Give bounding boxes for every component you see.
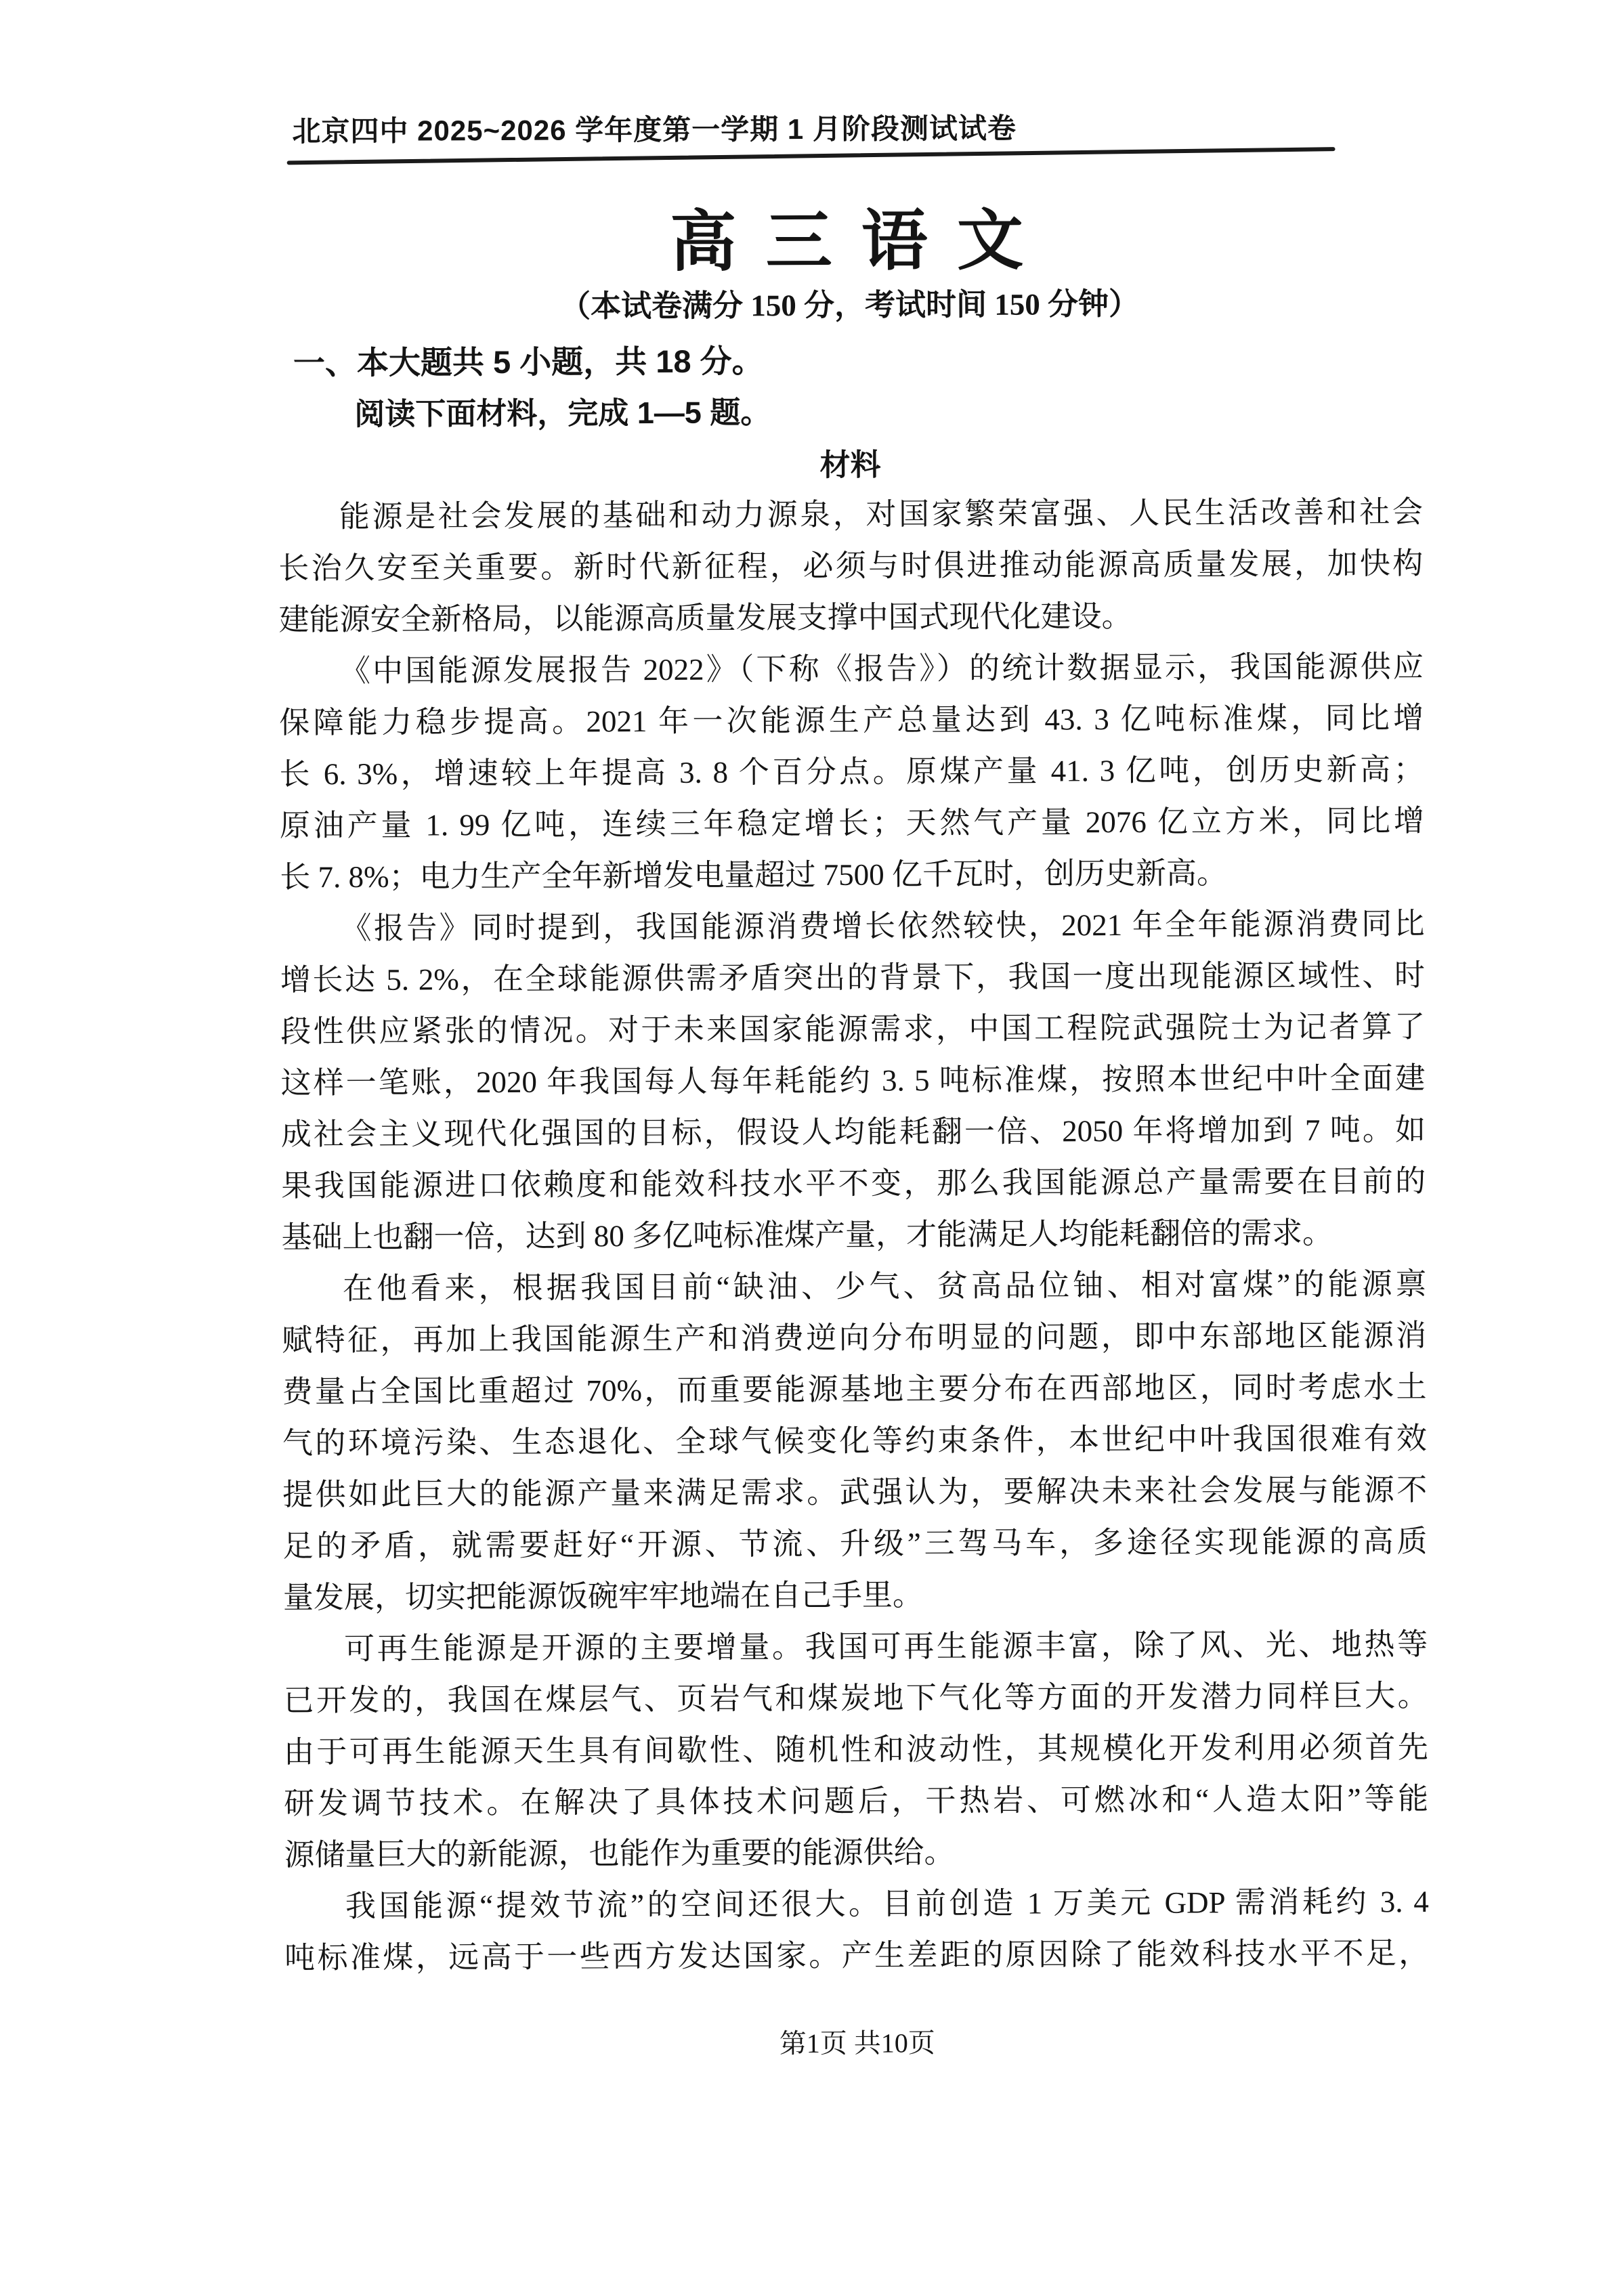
material-paragraphs xyxy=(278,486,1430,1983)
material-line: 已开发的，我国在煤层气、页岩气和煤炭地下气化等方面的开发潜力同样巨大。 xyxy=(283,1679,1428,1718)
material-line: 基础上也翻一倍，达到 80 多亿吨标准煤产量，才能满足人均能耗翻倍的需求。 xyxy=(281,1216,1333,1255)
material-line: 《报告》同时提到，我国能源消费增长依然较快，2021 年全年能源消费同比 xyxy=(341,907,1425,946)
material-line: 源储量巨大的新能源，也能作为重要的能源供给。 xyxy=(284,1835,955,1872)
exam-info-subtitle: （本试卷满分 150 分，考试时间 150 分钟） xyxy=(559,286,1140,324)
section-heading: 一、本大题共 5 小题，共 18 分。 xyxy=(293,343,764,381)
material-line: 原油产量 1. 99 亿吨，连续三年稳定增长；天然气产量 2076 亿立方米，同比增 xyxy=(279,804,1425,843)
material-line: 由于可再生能源天生具有间歇性、随机性和波动性，其规模化开发利用必须首先 xyxy=(283,1730,1428,1769)
material-line: 量发展，切实把能源饭碗牢牢地端在自己手里。 xyxy=(282,1578,924,1615)
material-line: 气的环境污染、生态退化、全球气候变化等约束条件，本世纪中叶我国很难有效 xyxy=(282,1421,1428,1461)
page-footer: 第1页 共10页 xyxy=(779,2028,935,2059)
material-line: 《中国能源发展报告 2022》（下称《报告》）的统计数据显示，我国能源供应 xyxy=(339,649,1424,689)
material-line: 长 6. 3%，增速较上年提高 3. 8 个百分点。原煤产量 41. 3 亿吨，创历史新高； xyxy=(279,752,1424,792)
material-line: 在他看来，根据我国目前“缺油、少气、贫高品位铀、相对富煤”的能源禀 xyxy=(342,1267,1427,1306)
material-line: 建能源安全新格局，以能源高质量发展支撑中国式现代化建设。 xyxy=(278,599,1132,637)
material-line: 成社会主义现代化强国的目标，假设人均能耗翻一倍、2050 年将增加到 7 吨。如 xyxy=(280,1113,1426,1152)
material-line: 保障能力稳步提高。2021 年一次能源生产总量达到 43. 3 亿吨标准煤，同比增 xyxy=(279,701,1424,740)
page-title: 高 三 语 文 xyxy=(670,202,1029,279)
material-line: 研发调节技术。在解决了具体技术问题后，干热岩、可燃冰和“人造太阳”等能 xyxy=(284,1782,1429,1821)
material-line: 提供如此巨大的能源产量来满足需求。武强认为，要解决未来社会发展与能源不 xyxy=(282,1473,1428,1512)
header-divider-rule xyxy=(287,147,1335,165)
material-line: 足的矛盾，就需要赶好“开源、节流、升级”三驾马车，多途径实现能源的高质 xyxy=(282,1524,1428,1564)
material-line: 吨标准煤，远高于一些西方发达国家。产生差距的原因除了能效科技水平不足， xyxy=(284,1936,1430,1975)
reading-instruction: 阅读下面材料，完成 1—5 题。 xyxy=(354,395,771,431)
material-line: 增长达 5. 2%，在全球能源供需矛盾突出的背景下，我国一度出现能源区域性、时 xyxy=(280,958,1426,998)
material-line: 赋特征，再加上我国能源生产和消费逆向分布明显的问题，即中东部地区能源消 xyxy=(282,1318,1427,1358)
school-header: 北京四中 2025~2026 学年度第一学期 1 月阶段测试试卷 xyxy=(292,112,1017,148)
material-line: 我国能源“提效节流”的空间还很大。目前创造 1 万美元 GDP 需消耗约 3. 4 xyxy=(345,1885,1429,1924)
material-line: 可再生能源是开源的主要增量。我国可再生能源丰富，除了风、光、地热等 xyxy=(344,1627,1428,1667)
material-line: 长 7. 8%；电力生产全年新增发电量超过 7500 亿千瓦时，创历史新高。 xyxy=(280,856,1228,895)
material-line: 段性供应紧张的情况。对于未来国家能源需求，中国工程院武强院士为记者算了 xyxy=(280,1010,1426,1049)
material-line: 这样一笔账，2020 年我国每人每年耗能约 3. 5 吨标准煤，按照本世纪中叶全面建 xyxy=(280,1061,1426,1100)
material-line: 能源是社会发展的基础和动力源泉，对国家繁荣富强、人民生活改善和社会 xyxy=(339,495,1424,534)
material-label: 材料 xyxy=(819,447,881,482)
material-line: 费量占全国比重超过 70%，而重要能源基地主要分布在西部地区，同时考虑水土 xyxy=(282,1370,1427,1409)
material-line: 果我国能源进口依赖度和能效科技水平不变，那么我国能源总产量需要在目前的 xyxy=(281,1164,1426,1203)
material-line: 长治久安至关重要。新时代新征程，必须与时俱进推动能源高质量发展，加快构 xyxy=(278,546,1424,586)
